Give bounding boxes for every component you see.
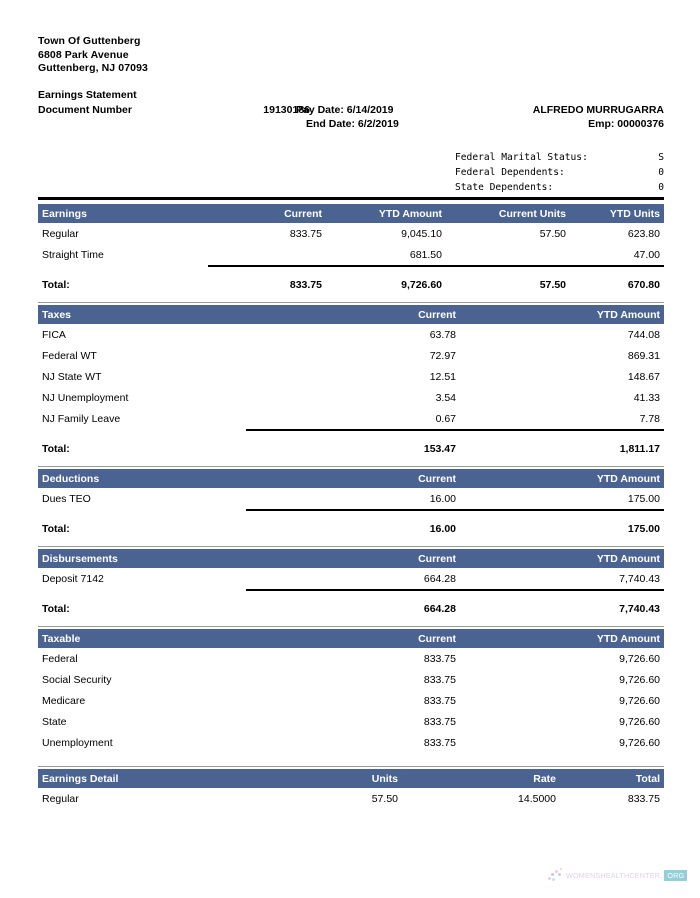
federal-marital-status-value: S (658, 152, 664, 163)
state-dependents-value: 0 (658, 182, 664, 194)
withholding-row (455, 165, 664, 180)
taxes-row-ytd-amount: 41.33 (633, 391, 660, 404)
watermark (548, 864, 685, 886)
taxes-row-ytd-amount: 7.78 (639, 412, 660, 425)
taxable-row-name: Social Security (42, 673, 112, 686)
taxes-row-current: 12.51 (429, 370, 456, 383)
taxes-header-bar (38, 305, 664, 324)
taxable-row-name: Medicare (42, 694, 86, 707)
taxable-header-bar (38, 629, 664, 648)
earnings-section (38, 204, 664, 296)
earnings-detail-row-total: 833.75 (627, 792, 660, 805)
watermark-badge: ORG (664, 870, 687, 881)
withholding-row (455, 150, 664, 165)
earnings-detail-row-units: 57.50 (371, 792, 398, 805)
taxable-row-ytd-amount: 9,726.60 (619, 715, 660, 728)
disbursements-total-ytd-amount: 7,740.43 (619, 602, 660, 615)
disbursements-total-label: Total: (42, 602, 70, 615)
table-row (38, 244, 664, 265)
watermark-text: WOMENSHEALTHCENTER. (566, 870, 663, 880)
taxes-row-name: NJ Unemployment (42, 391, 129, 404)
earnings-row-ytd-amount: 681.50 (409, 248, 442, 261)
company-address-line2: Guttenberg, NJ 07093 (38, 62, 148, 75)
taxable-row-name: State (42, 715, 67, 728)
earnings-subtotal-rule (38, 265, 664, 267)
taxes-header-ytd-amount: YTD Amount (596, 308, 660, 321)
earnings-row-name: Regular (42, 227, 79, 240)
deductions-total-label: Total: (42, 522, 70, 535)
taxable-row-ytd-amount: 9,726.60 (619, 694, 660, 707)
table-row (38, 223, 664, 244)
table-row (38, 690, 664, 711)
withholding-row (455, 180, 664, 195)
table-row (38, 488, 664, 509)
earnings-row-name: Straight Time (42, 248, 104, 261)
deductions-header-ytd-amount: YTD Amount (596, 472, 660, 485)
document-info-row (38, 103, 664, 135)
taxable-row-current: 833.75 (423, 652, 456, 665)
taxable-row-current: 833.75 (423, 694, 456, 707)
earnings-detail-header-total: Total (635, 772, 660, 785)
table-row (38, 648, 664, 669)
company-block (38, 35, 664, 76)
taxes-section (38, 305, 664, 460)
employee-block (533, 103, 664, 131)
earnings-total-current-units: 57.50 (539, 278, 566, 291)
earnings-row-ytd-units: 47.00 (633, 248, 660, 261)
taxes-row-name: Federal WT (42, 349, 97, 362)
dots-logo-icon (548, 868, 564, 882)
withholding-block (455, 150, 664, 196)
earnings-detail-row-rate: 14.5000 (518, 792, 556, 805)
earnings-total-label: Total: (42, 278, 70, 291)
taxes-total-current: 153.47 (423, 442, 456, 455)
disbursements-subtotal-rule (38, 589, 664, 591)
earnings-detail-header-units: Units (371, 772, 398, 785)
taxes-total-row (38, 437, 664, 460)
earnings-header-current-units: Current Units (498, 207, 566, 220)
earnings-row-ytd-amount: 9,045.10 (401, 227, 442, 240)
earnings-total-row (38, 273, 664, 296)
company-name: Town Of Guttenberg (38, 35, 141, 47)
taxes-row-current: 63.78 (429, 328, 456, 341)
federal-marital-status-label: Federal Marital Status: (455, 152, 588, 163)
deductions-header-bar (38, 469, 664, 488)
disbursements-header-current: Current (418, 552, 456, 565)
document-number-value: 19130186 (263, 103, 310, 116)
earnings-detail-header-name: Earnings Detail (42, 772, 119, 785)
company-address-line1: 6808 Park Avenue (38, 48, 129, 61)
table-row (38, 387, 664, 408)
table-row (38, 788, 664, 809)
taxes-row-current: 72.97 (429, 349, 456, 362)
earnings-detail-header-bar (38, 769, 664, 788)
table-row (38, 669, 664, 690)
table-row (38, 345, 664, 366)
taxes-header-name: Taxes (42, 308, 71, 321)
disbursements-row-name: Deposit 7142 (42, 572, 104, 585)
state-dependents-label: State Dependents: (455, 182, 554, 194)
deductions-row-current: 16.00 (429, 492, 456, 505)
page-title: Earnings Statement (38, 88, 137, 101)
taxable-row-current: 833.75 (423, 673, 456, 686)
disbursements-header-name: Disbursements (42, 552, 118, 565)
disbursements-header-bar (38, 549, 664, 568)
deductions-total-ytd-amount: 175.00 (627, 522, 660, 535)
earnings-header-ytd-amount: YTD Amount (378, 207, 442, 220)
disbursements-header-ytd-amount: YTD Amount (596, 552, 660, 565)
federal-dependents-label: Federal Dependents: (455, 167, 565, 179)
taxes-header-current: Current (418, 308, 456, 321)
taxes-row-ytd-amount: 148.67 (627, 370, 660, 383)
earnings-row-ytd-units: 623.80 (627, 227, 660, 240)
taxable-header-name: Taxable (42, 632, 81, 645)
taxes-row-name: NJ Family Leave (42, 412, 121, 425)
deductions-subtotal-rule (38, 509, 664, 511)
pay-date: Pay Date: 6/14/2019 (296, 103, 394, 116)
table-row (38, 324, 664, 345)
taxes-row-name: NJ State WT (42, 370, 102, 383)
earnings-header-current: Current (284, 207, 322, 220)
earnings-total-current: 833.75 (289, 278, 322, 291)
earnings-row-current: 833.75 (289, 227, 322, 240)
taxes-row-ytd-amount: 744.08 (627, 328, 660, 341)
earnings-header-bar (38, 204, 664, 223)
pay-period-block (296, 103, 399, 131)
taxes-total-ytd-amount: 1,811.17 (619, 442, 660, 455)
taxable-header-ytd-amount: YTD Amount (596, 632, 660, 645)
taxable-row-current: 833.75 (423, 715, 456, 728)
disbursements-section (38, 549, 664, 620)
earnings-total-ytd-units: 670.80 (627, 278, 660, 291)
deductions-section (38, 469, 664, 540)
taxes-total-label: Total: (42, 442, 70, 455)
taxes-subtotal-rule (38, 429, 664, 431)
taxable-row-current: 833.75 (423, 736, 456, 749)
taxable-row-ytd-amount: 9,726.60 (619, 673, 660, 686)
federal-dependents-value: 0 (658, 167, 664, 179)
disbursements-total-current: 664.28 (423, 602, 456, 615)
taxes-row-current: 3.54 (435, 391, 456, 404)
table-row (38, 711, 664, 732)
deductions-total-current: 16.00 (429, 522, 456, 535)
table-row (38, 408, 664, 429)
table-row (38, 568, 664, 589)
deductions-row-ytd-amount: 175.00 (627, 492, 660, 505)
earnings-total-ytd-amount: 9,726.60 (401, 278, 442, 291)
table-row (38, 366, 664, 387)
employee-name: ALFREDO MURRUGARRA (532, 103, 664, 116)
taxable-row-name: Federal (42, 652, 78, 665)
earnings-detail-header-rate: Rate (533, 772, 556, 785)
disbursements-row-ytd-amount: 7,740.43 (619, 572, 660, 585)
earnings-header-ytd-units: YTD Units (609, 207, 660, 220)
taxes-row-name: FICA (42, 328, 66, 341)
earnings-header-name: Earnings (42, 207, 87, 220)
deductions-total-row (38, 517, 664, 540)
taxable-header-current: Current (418, 632, 456, 645)
end-date: End Date: 6/2/2019 (306, 117, 399, 130)
document-number-label: Document Number (38, 103, 132, 116)
taxable-row-ytd-amount: 9,726.60 (619, 736, 660, 749)
table-row (38, 732, 664, 753)
taxes-row-ytd-amount: 869.31 (627, 349, 660, 362)
earnings-row-current-units: 57.50 (539, 227, 566, 240)
taxable-row-name: Unemployment (42, 736, 113, 749)
deductions-header-current: Current (418, 472, 456, 485)
deductions-header-name: Deductions (42, 472, 100, 485)
taxable-section (38, 629, 664, 753)
document-header (38, 35, 664, 135)
employee-id: Emp: 00000376 (588, 117, 664, 130)
earnings-detail-section (38, 769, 664, 809)
disbursements-row-current: 664.28 (423, 572, 456, 585)
taxable-row-ytd-amount: 9,726.60 (619, 652, 660, 665)
deductions-row-name: Dues TEO (42, 492, 91, 505)
statement-tables (38, 197, 664, 809)
disbursements-total-row (38, 597, 664, 620)
taxes-row-current: 0.67 (435, 412, 456, 425)
earnings-detail-row-name: Regular (42, 792, 79, 805)
